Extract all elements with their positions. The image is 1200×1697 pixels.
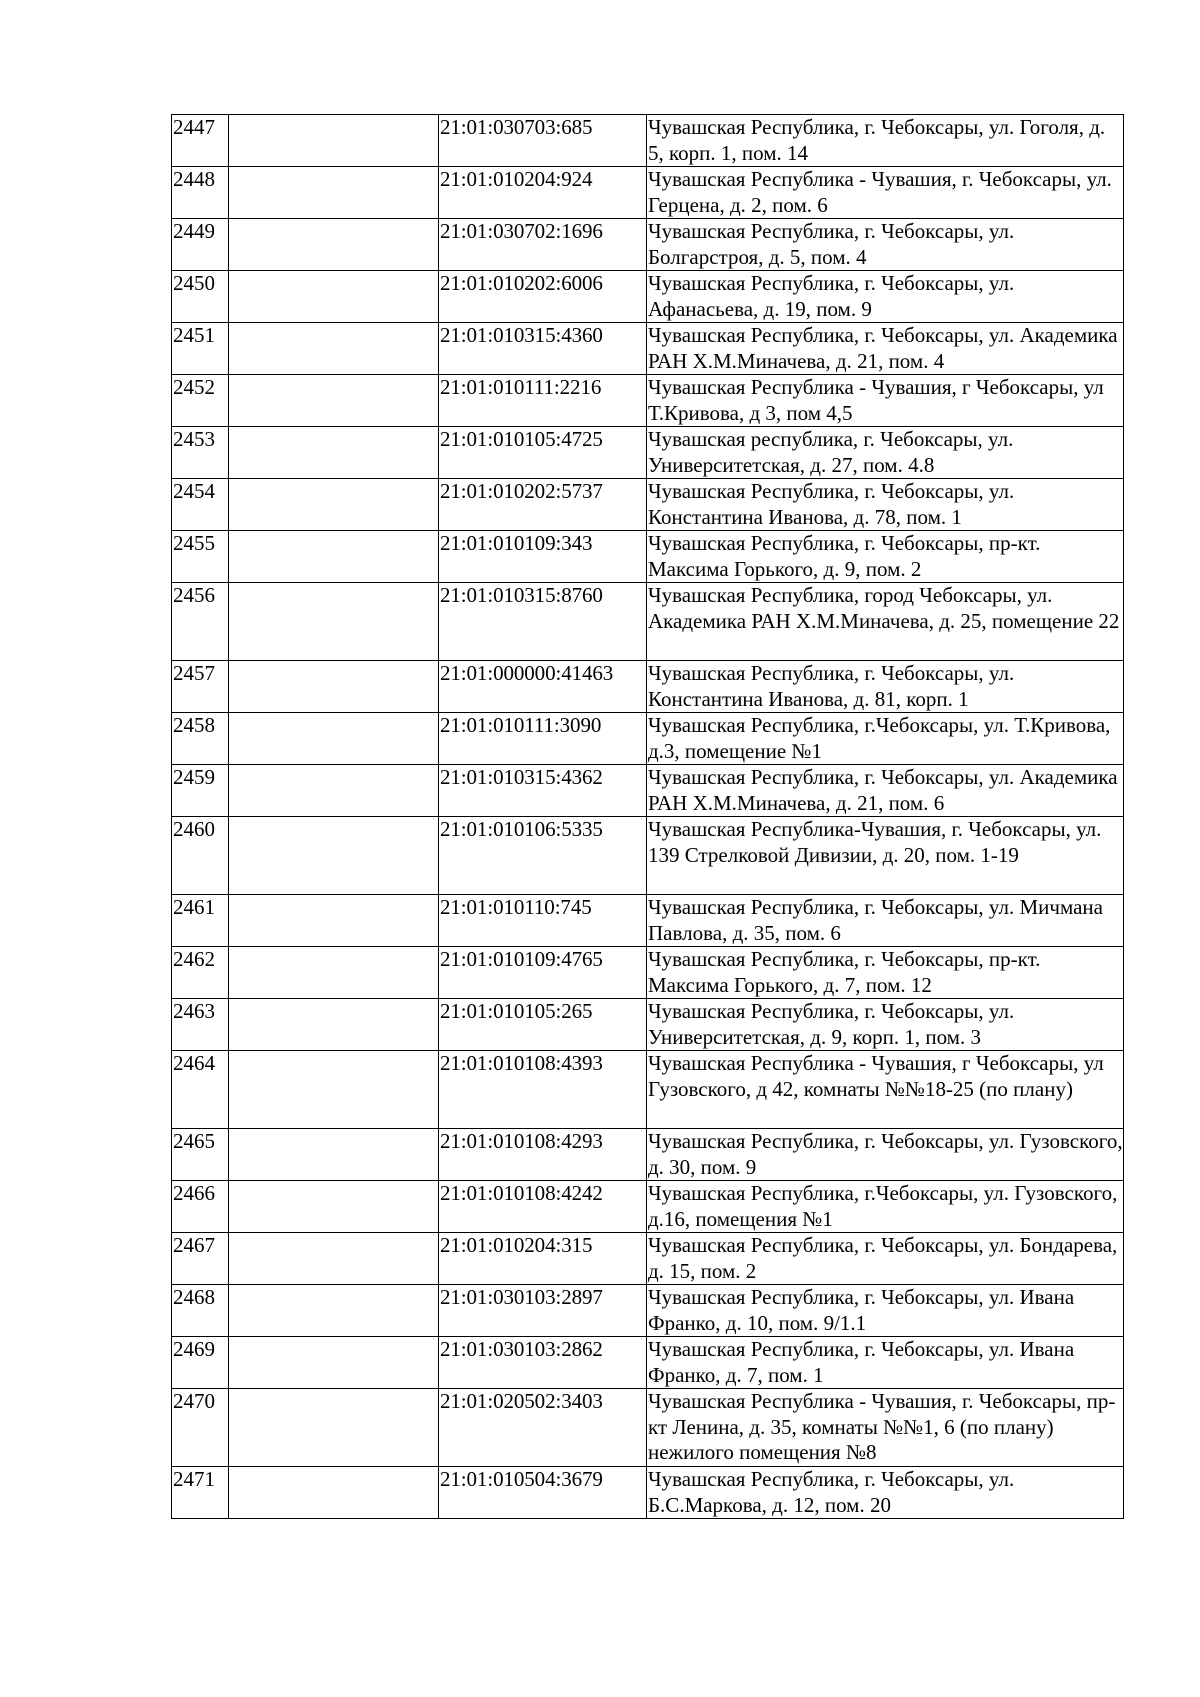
cadastral-number: 21:01:010111:3090 (439, 713, 647, 765)
cadastral-number: 21:01:030702:1696 (439, 219, 647, 271)
property-address: Чувашская республика, г. Чебоксары, ул. Университетская, д. 27, пом. 4.8 (647, 427, 1124, 479)
row-number: 2459 (172, 765, 229, 817)
empty-cell (229, 713, 439, 765)
table-row (172, 999, 1124, 1051)
property-address: Чувашская Республика - Чувашия, г. Чебоксары, ул. Герцена, д. 2, пом. 6 (647, 167, 1124, 219)
table-row (172, 479, 1124, 531)
property-address: Чувашская Республика, г.Чебоксары, ул. Гузовского, д.16, помещения №1 (647, 1181, 1124, 1233)
property-address: Чувашская Республика, г.Чебоксары, ул. Т.Кривова, д.3, помещение №1 (647, 713, 1124, 765)
property-address: Чувашская Республика, г. Чебоксары, ул. Ивана Франко, д. 7, пом. 1 (647, 1337, 1124, 1389)
cadastral-number: 21:01:030103:2897 (439, 1285, 647, 1337)
empty-cell (229, 427, 439, 479)
cadastral-number: 21:01:010111:2216 (439, 375, 647, 427)
row-number: 2458 (172, 713, 229, 765)
table-row (172, 1129, 1124, 1181)
property-address: Чувашская Республика, г. Чебоксары, ул. Афанасьева, д. 19, пом. 9 (647, 271, 1124, 323)
property-address: Чувашская Республика, г. Чебоксары, ул. Б.С.Маркова, д. 12, пом. 20 (647, 1467, 1124, 1519)
cadastral-number: 21:01:010315:4362 (439, 765, 647, 817)
table-row (172, 713, 1124, 765)
cadastral-number: 21:01:010202:6006 (439, 271, 647, 323)
cadastral-number: 21:01:030103:2862 (439, 1337, 647, 1389)
empty-cell (229, 219, 439, 271)
property-address: Чувашская Республика, г. Чебоксары, ул. Бондарева, д. 15, пом. 2 (647, 1233, 1124, 1285)
row-number: 2463 (172, 999, 229, 1051)
cadastral-number: 21:01:030703:685 (439, 115, 647, 167)
empty-cell (229, 271, 439, 323)
cadastral-number: 21:01:010315:4360 (439, 323, 647, 375)
empty-cell (229, 999, 439, 1051)
property-address: Чувашская Республика, г. Чебоксары, ул. Болгарстроя, д. 5, пом. 4 (647, 219, 1124, 271)
row-number: 2457 (172, 661, 229, 713)
row-number: 2469 (172, 1337, 229, 1389)
cadastral-number: 21:01:020502:3403 (439, 1389, 647, 1467)
row-number: 2466 (172, 1181, 229, 1233)
empty-cell (229, 895, 439, 947)
row-number: 2468 (172, 1285, 229, 1337)
table-row (172, 1181, 1124, 1233)
table-row (172, 895, 1124, 947)
empty-cell (229, 817, 439, 895)
property-address: Чувашская Республика-Чувашия, г. Чебоксары, ул. 139 Стрелковой Дивизии, д. 20, пом. 1-19 (647, 817, 1124, 895)
table-row (172, 1285, 1124, 1337)
property-address: Чувашская Республика, г. Чебоксары, ул. Мичмана Павлова, д. 35, пом. 6 (647, 895, 1124, 947)
empty-cell (229, 1181, 439, 1233)
row-number: 2455 (172, 531, 229, 583)
property-address: Чувашская Республика, г. Чебоксары, ул. Гузовского, д. 30, пом. 9 (648, 1129, 1123, 1179)
row-number: 2454 (172, 479, 229, 531)
cadastral-number: 21:01:010109:343 (439, 531, 647, 583)
cadastral-number: 21:01:010110:745 (439, 895, 647, 947)
property-address: Чувашская Республика - Чувашия, г Чебоксары, ул Т.Кривова, д 3, пом 4,5 (647, 375, 1124, 427)
empty-cell (229, 1233, 439, 1285)
table-row (172, 427, 1124, 479)
table-row (172, 115, 1124, 167)
empty-cell (229, 323, 439, 375)
table-row (172, 1233, 1124, 1285)
empty-cell (229, 1467, 439, 1519)
empty-cell (229, 115, 439, 167)
table-row (172, 817, 1124, 895)
row-number: 2456 (172, 583, 229, 661)
property-address: Чувашская Республика, г. Чебоксары, ул. Константина Иванова, д. 81, корп. 1 (647, 661, 1124, 713)
cadastral-number: 21:01:010105:4725 (439, 427, 647, 479)
property-address: Чувашская Республика, г. Чебоксары, пр-кт. Максима Горького, д. 7, пом. 12 (647, 947, 1124, 999)
empty-cell (229, 1285, 439, 1337)
property-address: Чувашская Республика, г. Чебоксары, ул. Константина Иванова, д. 78, пом. 1 (647, 479, 1124, 531)
row-number: 2451 (172, 323, 229, 375)
cadastral-number: 21:01:010108:4393 (439, 1051, 647, 1129)
property-address: Чувашская Республика, г. Чебоксары, ул. Академика РАН Х.М.Миначева, д. 21, пом. 6 (647, 765, 1124, 817)
property-address: Чувашская Республика, г. Чебоксары, ул. Гоголя, д. 5, корп. 1, пом. 14 (647, 115, 1124, 167)
property-address: Чувашская Республика, г. Чебоксары, ул. Ивана Франко, д. 10, пом. 9/1.1 (647, 1285, 1124, 1337)
cadastral-number: 21:01:010202:5737 (439, 479, 647, 531)
property-address: Чувашская Республика, город Чебоксары, ул. Академика РАН Х.М.Миначева, д. 25, помещение 22 (647, 583, 1124, 661)
row-number: 2464 (172, 1051, 229, 1129)
empty-cell (229, 1129, 439, 1181)
row-number: 2448 (172, 167, 229, 219)
empty-cell (229, 479, 439, 531)
property-registry-table (171, 114, 1124, 1519)
table-row (172, 947, 1124, 999)
property-address: Чувашская Республика, г. Чебоксары, ул. Университетская, д. 9, корп. 1, пом. 3 (647, 999, 1124, 1051)
table-row (172, 1389, 1124, 1467)
property-address: Чувашская Республика, г. Чебоксары, ул. Академика РАН Х.М.Миначева, д. 21, пом. 4 (647, 323, 1124, 375)
row-number: 2470 (172, 1389, 229, 1467)
row-number: 2461 (172, 895, 229, 947)
table-row (172, 167, 1124, 219)
cadastral-number: 21:01:010204:315 (439, 1233, 647, 1285)
table-row (172, 323, 1124, 375)
registry-table-body (172, 115, 1124, 1519)
row-number: 2460 (172, 817, 229, 895)
empty-cell (229, 661, 439, 713)
row-number: 2449 (172, 219, 229, 271)
cadastral-number: 21:01:000000:41463 (439, 661, 647, 713)
table-row (172, 661, 1124, 713)
table-row (172, 375, 1124, 427)
row-number: 2462 (172, 947, 229, 999)
table-row (172, 219, 1124, 271)
row-number: 2452 (172, 375, 229, 427)
cadastral-number: 21:01:010504:3679 (439, 1467, 647, 1519)
cadastral-number: 21:01:010106:5335 (439, 817, 647, 895)
row-number: 2465 (172, 1129, 229, 1181)
table-row (172, 583, 1124, 661)
table-row (172, 531, 1124, 583)
row-number: 2450 (172, 271, 229, 323)
property-address: Чувашская Республика - Чувашия, г. Чебоксары, пр-кт Ленина, д. 35, комнаты №№1, 6 (по плану) нежилого помещения №8 (647, 1389, 1124, 1467)
row-number: 2467 (172, 1233, 229, 1285)
property-address: Чувашская Республика, г. Чебоксары, пр-кт. Максима Горького, д. 9, пом. 2 (647, 531, 1124, 583)
cadastral-number: 21:01:010204:924 (439, 167, 647, 219)
row-number: 2447 (172, 115, 229, 167)
empty-cell (229, 375, 439, 427)
property-address: Чувашская Республика - Чувашия, г Чебоксары, ул Гузовского, д 42, комнаты №№18-25 (по плану) (647, 1051, 1124, 1129)
cadastral-number: 21:01:010108:4293 (439, 1129, 647, 1181)
row-number: 2453 (172, 427, 229, 479)
empty-cell (229, 531, 439, 583)
cadastral-number: 21:01:010315:8760 (439, 583, 647, 661)
empty-cell (229, 1051, 439, 1129)
empty-cell (229, 1337, 439, 1389)
table-row (172, 1467, 1124, 1519)
cadastral-number: 21:01:010108:4242 (439, 1181, 647, 1233)
empty-cell (229, 167, 439, 219)
table-row (172, 271, 1124, 323)
table-row (172, 1337, 1124, 1389)
empty-cell (229, 765, 439, 817)
cadastral-number: 21:01:010105:265 (439, 999, 647, 1051)
empty-cell (229, 1389, 439, 1467)
empty-cell (229, 947, 439, 999)
table-row (172, 1051, 1124, 1129)
cadastral-number: 21:01:010109:4765 (439, 947, 647, 999)
table-row (172, 765, 1124, 817)
empty-cell (229, 583, 439, 661)
row-number: 2471 (172, 1467, 229, 1519)
